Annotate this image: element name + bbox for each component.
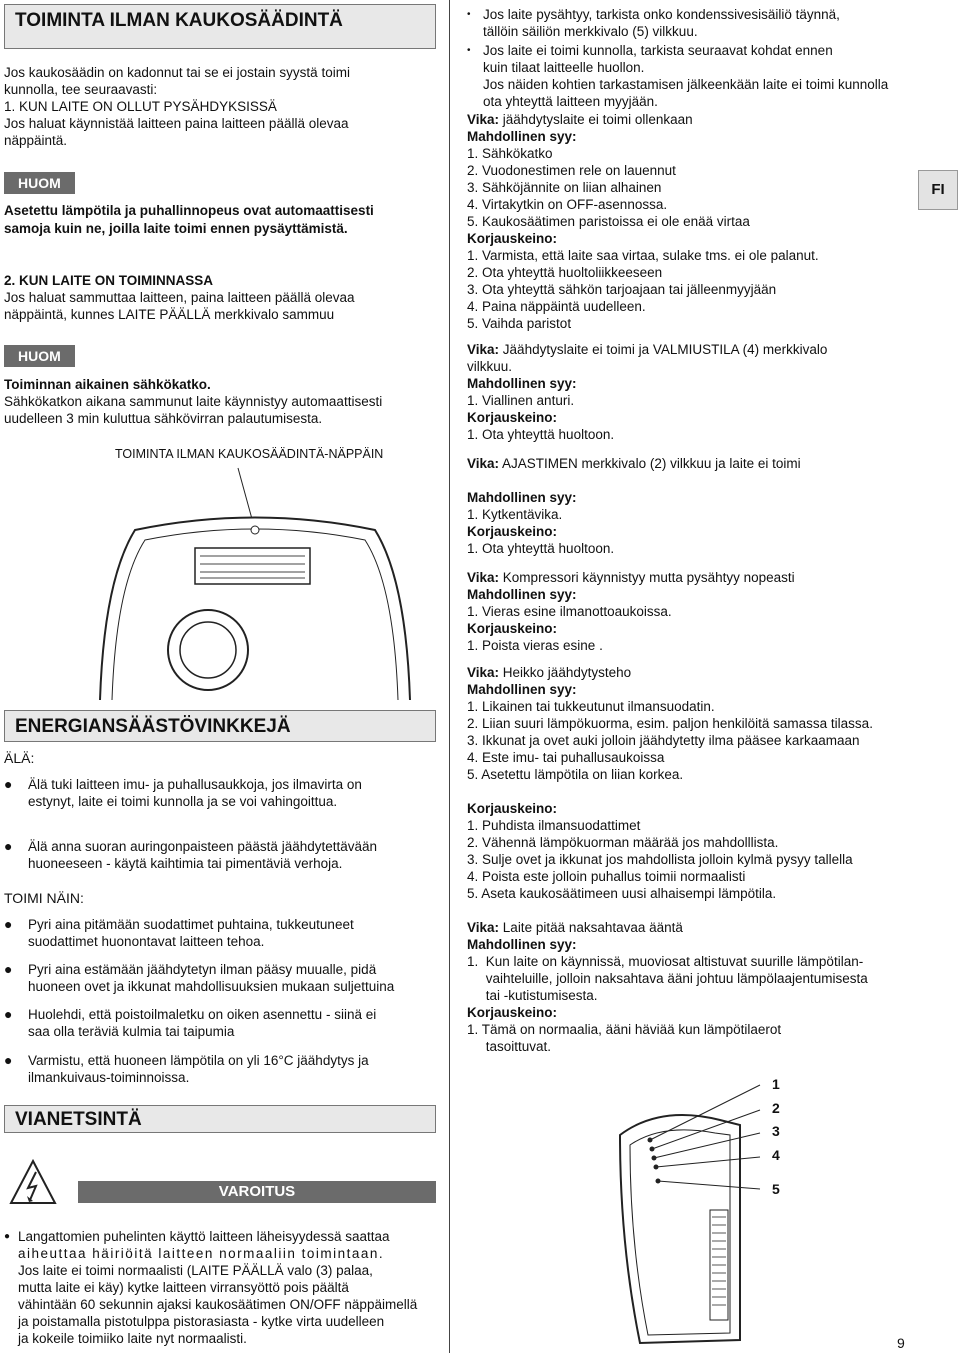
intro-line: kunnolla, tee seuraavasti: <box>4 82 158 97</box>
bullet-icon: • <box>467 9 471 20</box>
subheading-running: 2. KUN LAITE ON TOIMINNASSA <box>4 273 214 288</box>
page-number: 9 <box>897 1335 905 1351</box>
note-line: samoja kuin ne, joilla laite toimi ennen pysäyttämistä. <box>4 221 348 236</box>
section-title-energy: ENERGIANSÄÄSTÖVINKKEJÄ <box>4 710 436 742</box>
toimi-item: ● Pyri aina pitämään suodattimet puhtaina, tukkeutuneet suodattimet huonontavat laitteen tehoa. <box>4 916 354 949</box>
intro-line: Jos kaukosäädin on kadonnut tai se ei jostain syystä toimi <box>4 65 350 80</box>
toimi-item: ● Pyri aina estämään jäähdytetyn ilman pääsy muualle, pidä huoneen ovet ja ikkunat mahdollisuuksien mukaan suljettuina <box>4 961 395 994</box>
fault-block-1: Vika: jäähdytyslaite ei toimi ollenkaan Mahdollinen syy: 1. Sähkökatko 2. Vuodonestimen rele on lauennut 3. Sähköjännite on liian alhainen 4. Virtakytkin on OFF-asennossa. 5. Kaukosäätimen paristoissa ei ole enää virtaa Korjauskeino: 1. Varmista, että laite saa virtaa, sulake tms. ei ole palanut. 2. Ota yhteyttä huoltoliikkeeseen 3. Ota yhteyttä sähkön tarjoajaan tai jälleenmyyjään 4. Paina näppäintä uudelleen. 5. Vaihda paristot <box>467 112 819 331</box>
bullet-icon: ● <box>4 838 13 854</box>
figure-label: TOIMINTA ILMAN KAUKOSÄÄDINTÄ-NÄPPÄIN <box>115 447 384 461</box>
section-title-remote: TOIMINTA ILMAN KAUKOSÄÄDINTÄ <box>4 4 436 49</box>
warning-icon <box>8 1158 58 1206</box>
varoitus-banner: VAROITUS <box>78 1181 436 1203</box>
fault-block-4: Vika: Kompressori käynnistyy mutta pysähtyy nopeasti Mahdollinen syy: 1. Vieras esine ilmanottoaukoissa. Korjauskeino: 1. Poista vieras esine . <box>467 570 795 653</box>
huom-label: HUOM <box>4 345 75 367</box>
huom-note-2 <box>4 376 444 427</box>
bullet-icon: ● <box>4 1231 11 1242</box>
callout-number: 1 <box>772 1076 780 1092</box>
callout-number: 5 <box>772 1181 780 1197</box>
section-title-troubleshooting: VIANETSINTÄ <box>4 1105 436 1133</box>
bullet-icon: ● <box>4 916 13 932</box>
bullet-icon: ● <box>4 961 13 977</box>
body-line: Jos haluat sammuttaa laitteen, paina laitteen päällä olevaa <box>4 290 355 305</box>
unit-panel-illustration <box>600 1065 830 1350</box>
toimi-label: TOIMI NÄIN: <box>4 890 84 906</box>
column-divider <box>449 0 450 1353</box>
note-line: Sähkökatkon aikana sammunut laite käynnistyy automaattisesti <box>4 394 383 409</box>
ala-item: ● Älä tuki laitteen imu- ja puhallusaukkoja, jos ilmavirta on estynyt, laite ei toimi kunnolla ja se voi vahingoittua. <box>4 776 362 809</box>
toimi-item: ● Varmistu, että huoneen lämpötila on yli 16°C jäähdytys ja ilmankuivaus-toiminnoissa. <box>4 1052 369 1085</box>
callout-number: 3 <box>772 1123 780 1139</box>
section-running <box>4 272 434 323</box>
callout-number: 2 <box>772 1100 780 1116</box>
bullet-icon: • <box>467 45 471 56</box>
language-tab-fi: FI <box>918 170 958 210</box>
body-line: näppäintä. <box>4 133 68 148</box>
fault-block-2: Vika: Jäähdytyslaite ei toimi ja VALMIUSTILA (4) merkkivalo vilkkuu. Mahdollinen syy: 1. Viallinen anturi. Korjauskeino: 1. Ota yhteyttä huoltoon. <box>467 342 828 442</box>
huom-note <box>4 202 434 238</box>
note-line: uudelleen 3 min kuluttua sähkövirran palautumisesta. <box>4 411 323 426</box>
fault-block-5: Vika: Heikko jäähdytysteho Mahdollinen syy: 1. Likainen tai tukkeutunut ilmansuodatin. 2. Liian suuri lämpökuorma, esim. paljon henkilöitä samassa tilassa. 3. Ikkunat ja ovet auki jolloin jäähdytetty ilma pääsee karkaamaan 4. Este imu- tai puhallusaukoissa 5. Asetettu lämpötila on liian korkea. Korjauskeino: 1. Puhdista ilmansuodattimet 2. Vähennä lämpökuorman määrää jos mahdolllista. 3. Sulje ovet ja ikkunat jos mahdollista jolloin kylmä pysyy tallella 4. Poista este jolloin puhallus toimii normaalisti 5. Aseta kaukosäätimeen uusi alhaisempi lämpötila. <box>467 665 873 901</box>
ala-item: ● Älä anna suoran auringonpaisteen päästä jäähdytettävään huoneeseen - käytä kaihtimia tai pimentäviä verhoja. <box>4 838 378 871</box>
callout-number: 4 <box>772 1147 780 1163</box>
warning-text: ● Langattomien puhelinten käyttö laitteen läheisyydessä saattaa aiheuttaa häiriöitä laitteen normaaliin toimintaan. Jos laite ei toimi normaalisti (LAITE PÄÄLLÄ valo (3) palaa, mutta laite ei käy) kytke laitteen virransyöttö pois päältä vähintään 60 sekunnin ajaksi kaukosäätimen ON/OFF näppäimellä ja poistamalla pistotulppa pistorasiasta - kytke virta uudelleen ja kokeile toimiiko laite nyt normaalisti. <box>4 1229 418 1346</box>
subheading-paused: 1. KUN LAITE ON OLLUT PYSÄHDYKSISSÄ <box>4 99 277 114</box>
intro-text <box>4 64 434 149</box>
fault-block-3: Vika: AJASTIMEN merkkivalo (2) vilkkuu ja laite ei toimi Mahdollinen syy: 1. Kytkentävika. Korjauskeino: 1. Ota yhteyttä huoltoon. <box>467 456 801 556</box>
body-line: Jos haluat käynnistää laitteen paina laitteen päällä olevaa <box>4 116 349 131</box>
body-line: näppäintä, kunnes LAITE PÄÄLLÄ merkkivalo sammuu <box>4 307 335 322</box>
unit-top-illustration <box>90 460 450 710</box>
note-bold: Toiminnan aikainen sähkökatko. <box>4 377 211 392</box>
bullet-icon: ● <box>4 776 13 792</box>
huom-label: HUOM <box>4 172 75 194</box>
top-bullets: • Jos laite pysähtyy, tarkista onko kondenssivesisäiliö täynnä, tällöin säiliön merkkivalo (5) vilkkuu. • Jos laite ei toimi kunnolla, tarkista seuraavat kohdat ennen kuin tilaat laitteelle huollon. Jos näiden kohtien tarkastamisen jälkeenkään laite ei toimi kunnolla ota yhteyttä laitteen myyjään. <box>467 7 889 109</box>
note-line: Asetettu lämpötila ja puhallinnopeus ovat automaattisesti <box>4 203 374 218</box>
bullet-icon: ● <box>4 1006 13 1022</box>
toimi-item: ● Huolehdi, että poistoilmaletku on oiken asennettu - siinä ei saa olla teräviä kulmia tai taipumia <box>4 1006 377 1039</box>
fault-block-6: Vika: Laite pitää naksahtavaa ääntä Mahdollinen syy: 1. Kun laite on käynnissä, muoviosat altistuvat suurille lämpötilan- vaihteluille, jolloin naksahtava ääni johtuu lämpölaajentumisesta tai -kutistumisesta. Korjauskeino: 1. Tämä on normaalia, ääni häviää kun lämpötilaerot tasoittuvat. <box>467 920 868 1054</box>
ala-label: ÄLÄ: <box>4 750 35 766</box>
bullet-icon: ● <box>4 1052 13 1068</box>
